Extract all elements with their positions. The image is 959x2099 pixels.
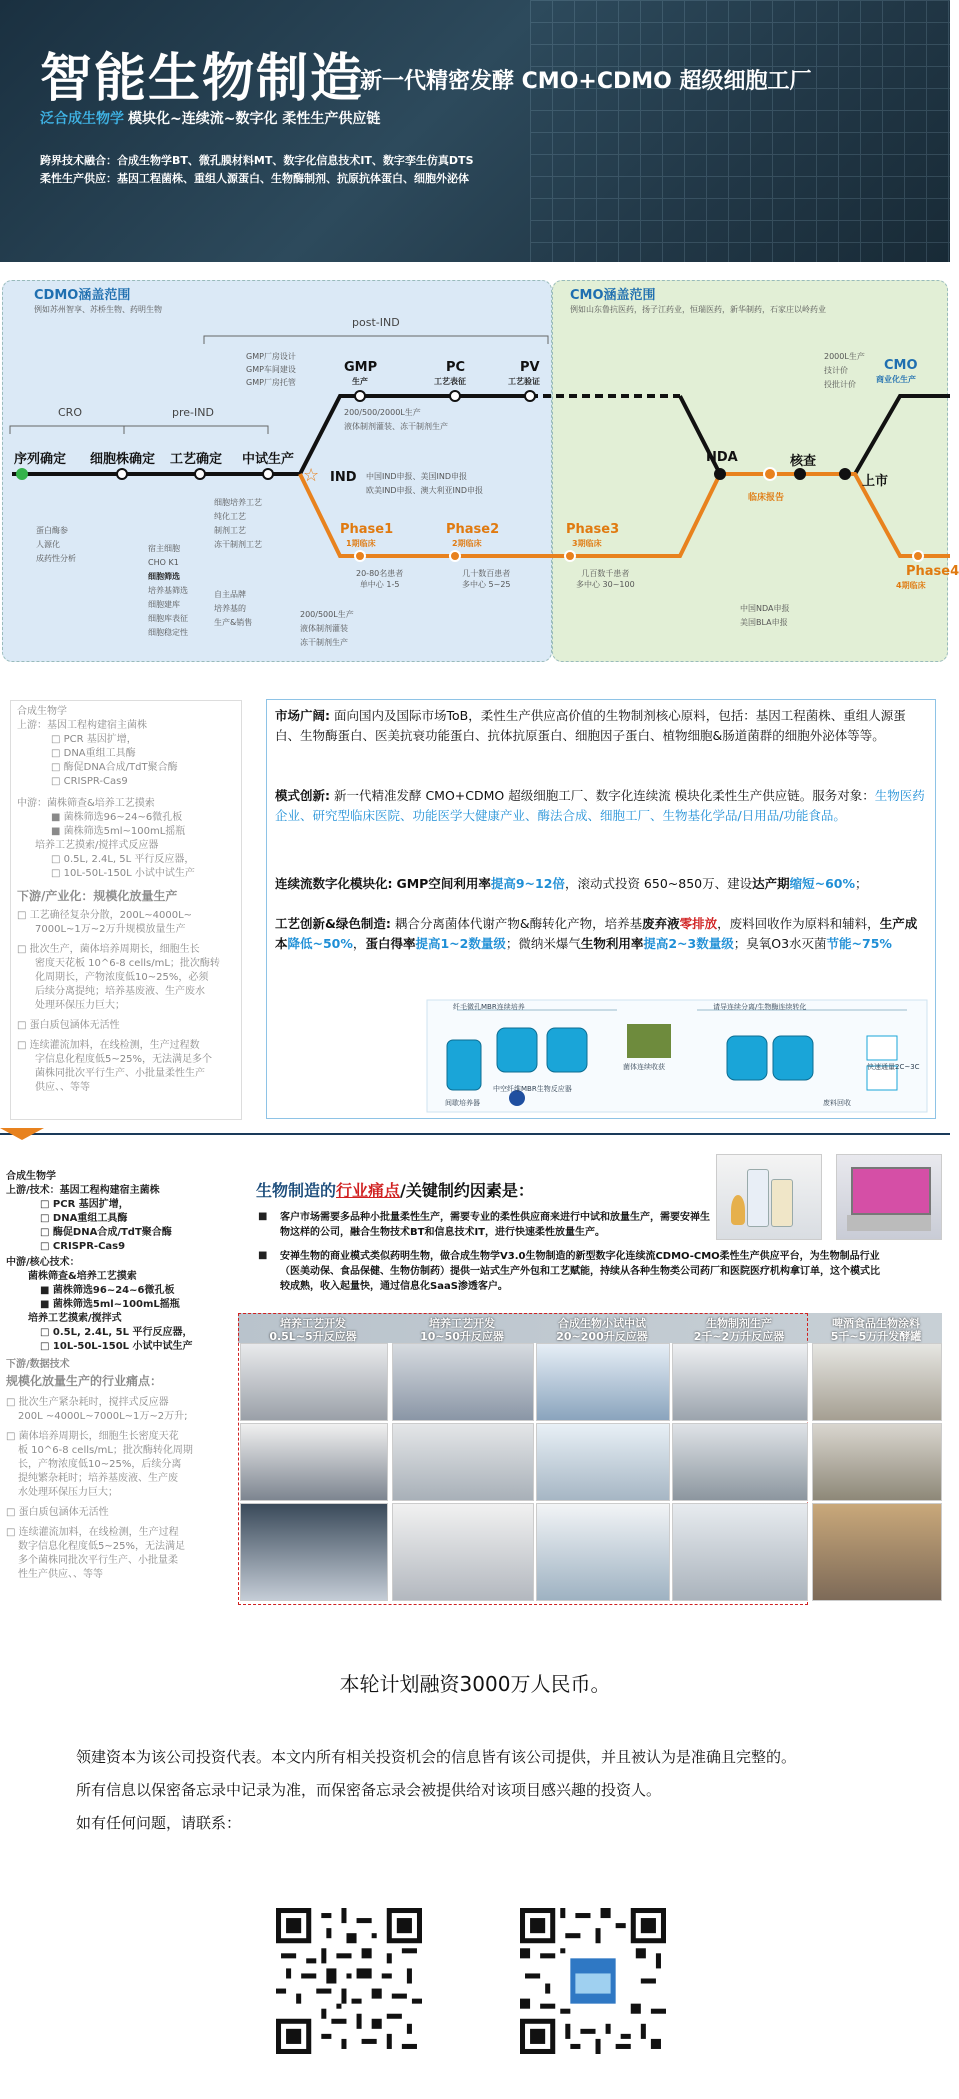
phase3-note: 几百数千患者 多中心 30~100 — [576, 569, 635, 589]
diagram-label-recycle: 废料回收 — [823, 1099, 851, 1107]
phase1-sub: 1期临床 — [346, 539, 376, 548]
photo-label-synbio: 合成生物小试中试 20~200升反应器 — [556, 1317, 648, 1343]
phase1-label: Phase1 — [340, 522, 394, 537]
bullet-square-icon: ■ — [258, 1211, 268, 1222]
green-paragraph: 工艺创新&绿色制造: 耦合分离菌体代谢产物&酶转化产物，培养基废弃液零排放，废料回收作为原料和辅料，生产成本降低~50%，蛋白得率提高1~2数量级；微纳米爆气生物利用率提高2~3数量级；臭氧O3水灭菌节能~75% — [275, 916, 918, 951]
funding-statement: 本轮计划融资3000万人民币。 — [339, 1672, 611, 1696]
stage-pc: PC — [446, 360, 466, 375]
seq-notes: 蛋白酶参 人源化 成药性分析 — [36, 526, 76, 563]
photo-pilot-reactor-2 — [392, 1423, 534, 1501]
post-ind-label: post-IND — [352, 316, 400, 329]
cell-notes: 宿主细胞 CHO K1 细胞筛选 培养基筛选 细胞建库 细胞库表征 细胞稳定性 — [148, 544, 188, 637]
header-title: 智能生物制造 — [40, 49, 365, 109]
stage-gmp-sub: 生产 — [352, 377, 368, 386]
qr-code-contact-2[interactable] — [520, 1908, 666, 2054]
lab-flask-image — [716, 1154, 822, 1240]
stage-process: 工艺确定 — [170, 452, 223, 467]
cdmo-zone-sub: 例如苏州智享、苏桥生物、药明生物 — [34, 305, 162, 314]
header-grid-decoration — [530, 0, 950, 262]
pain-points-title: 生物制造的行业痛点/关键制约因素是： — [256, 1181, 534, 1200]
market-paragraph: 市场广阔: 面向国内及国际市场ToB，柔性生产供应高价值的生物制剂核心原料，包括：基因工程菌株、重组人源蛋白、生物酶蛋白、医美抗衰功能蛋白、抗体抗原蛋白、细胞因子蛋白、植物细胞&肠道菌群的细胞外泌体等等。 — [275, 708, 906, 743]
phase2-sub: 2期临床 — [452, 539, 482, 548]
pain-point-1: 客户市场需要多品种小批量柔性生产，需要专业的柔性供应商来进行中试和放量生产，需要安禅生物这样的公司，融合生物技术BT和信息技术IT，进行快速柔性放量生产。 — [280, 1212, 710, 1238]
stage-nda: NDA — [706, 450, 738, 465]
photo-pilot-reactor-1 — [392, 1343, 534, 1421]
cro-label: CRO — [58, 406, 82, 419]
phase2-note: 几十数百患者 多中心 5~25 — [462, 569, 511, 589]
pilot-notes: 200/500L生产 液体制剂灌装 冻干制剂生产 — [300, 610, 354, 647]
phase4-sub: 4期临床 — [896, 581, 926, 590]
clinical-report-label: 临床报告 — [748, 493, 785, 503]
equipment-photos — [238, 1313, 942, 1603]
divider-arrow-icon — [0, 1128, 44, 1140]
diagram-label-reactor: 中空纤维MBR生物反应器 — [493, 1085, 572, 1093]
stage-cell-line: 细胞株确定 — [90, 452, 156, 467]
gmp-notes: GMP厂房设计 GMP车间建设 GMP厂房托管 — [246, 352, 296, 387]
photo-production-1 — [672, 1343, 808, 1421]
phase4-label: Phase4 — [906, 564, 959, 579]
header-tag-blue: 泛合成生物学 — [40, 111, 124, 127]
header-subtitle: 新一代精密发酵 CMO+CDMO 超级细胞工厂 — [360, 69, 812, 94]
cmo-zone-title: CMO涵盖范围 — [570, 288, 656, 303]
photo-production-3 — [672, 1503, 808, 1601]
photo-label-bench: 培养工艺开发 0.5L~5升反应器 — [269, 1317, 357, 1343]
phase1-note: 20-80名患者 单中心 1-5 — [356, 569, 404, 589]
nda-notes: 中国NDA申报 美国BLA申报 — [740, 604, 790, 627]
stage-inspection: 核查 — [790, 454, 817, 469]
header-banner — [0, 0, 950, 262]
photo-label-fermenter: 啤酒食品生物涂料 5千~5万升发酵罐 — [830, 1317, 922, 1343]
photo-fermenter-1 — [812, 1343, 942, 1421]
stage-launch: 上市 — [862, 474, 889, 489]
diagram-label-throughput: 快速通量2C~3C — [867, 1063, 920, 1071]
diagram-label-mbr: 纤毛微孔MBR连续培养 — [453, 1003, 525, 1011]
brand-notes: 自主品牌 培养基的 生产&销售 — [214, 590, 253, 627]
process-diagram — [427, 1000, 927, 1112]
photo-fermenter-3 — [812, 1503, 942, 1601]
pre-ind-label: pre-IND — [172, 406, 214, 419]
synbio-summary: 合成生物学 上游/技术：基因工程构建宿主菌株 □ PCR 基因扩增， □ DNA重组工具酶 □ 酶促DNA合成/TdT聚合酶 □ CRISPR-Cas9 中游/核心技术： 菌株筛查&培养工艺摸索 ■ 菌株筛选96~24~6微孔板 ■ 菌株筛选5ml~100mL摇瓶 培养工艺摸索/搅拌式 □ 0.5L, 2.4L, 5L 平行反应器， □ 10L-50L-150L 小试中试生产 下游/数据技术 规模化放量生产的行业痛点： □ 批次生产紧杂耗时，搅拌式反应器 200L ~4000L~7000L~1万~2万升; □ 菌体培养周期长，细胞生长密度天花 板 10^6-8 cells/mL；批次酶转化周期 长，产物浓度低10~25%，后续分离 提纯繁杂耗时；培养基废液、生产废 水处理环保压力巨大； □ 蛋白质包涵体无活性 □ 连续灌流加料，在线检测，生产过程 数字信息化程度低5~25%，无法满足 多个菌株同批次平行生产、小批量柔 性生产供应、、等等 — [6, 1171, 193, 1580]
diagram-label-batch: 间歇培养器 — [445, 1099, 480, 1107]
stage-sequence: 序列确定 — [14, 452, 67, 467]
gmp-production-notes: 200/500/2000L生产 液体制剂灌装、冻干制剂生产 — [344, 408, 448, 431]
bullet-square-icon-2: ■ — [258, 1250, 268, 1261]
phase3-sub: 3期临床 — [572, 539, 602, 548]
photo-synbio-lab-3 — [536, 1503, 670, 1601]
stage-pv-sub: 工艺验证 — [508, 377, 540, 386]
diagram-label-separation: 请导连续分离/生物酶连续转化 — [713, 1003, 807, 1011]
stage-pilot: 中试生产 — [242, 452, 295, 467]
incubator-image — [836, 1154, 942, 1240]
svg-text:☆: ☆ — [303, 465, 320, 486]
header-supply-line: 柔性生产供应：基因工程菌株、重组人源蛋白、生物酶制剂、抗原抗体蛋白、细胞外泌体 — [40, 172, 469, 185]
header-tag-white: 模块化~连续流~数字化 柔性生产供应链 — [128, 111, 381, 127]
pain-point-2: 安禅生物的商业模式类似药明生物，做合成生物学V3.0生物制造的新型数字化连续流CDMO-CMO柔性生产供应平台，为生物制品行业（医美动保、食品保健、生物仿制药）提供一站式生产外包和工艺赋能，持续从各种生物类公司药厂和医院医疗机构拿订单，这个模式比较成熟，收入起量快，通过信息化SaaS渗透客户。 — [280, 1251, 880, 1292]
stage-cmo-sub: 商业化生产 — [876, 375, 916, 384]
photo-label-production: 生物制剂生产 2千~2万升反应器 — [693, 1317, 785, 1343]
pipeline-diagram — [0, 278, 959, 664]
stage-pv: PV — [520, 360, 540, 375]
photo-production-2 — [672, 1423, 808, 1501]
photo-synbio-lab-2 — [536, 1423, 670, 1501]
stage-gmp: GMP — [344, 360, 378, 375]
model-paragraph: 模式创新: 新一代精准发酵 CMO+CDMO 超级细胞工厂、数字化连续流 模块化柔性生产供应链。服务对象：生物医药企业、研究型临床医院、功能医学大健康产业、酶法合成、细胞工厂、生物基化学品/日用品/功能食品。 — [275, 788, 925, 823]
photo-synbio-lab-1 — [536, 1343, 670, 1421]
photo-label-pilot: 培养工艺开发 10~50升反应器 — [420, 1317, 504, 1343]
header-tech-line: 跨界技术融合：合成生物学BT、微孔膜材料MT、数字化信息技术IT、数字孪生仿真DTS — [40, 154, 474, 167]
process-notes: 细胞培养工艺 纯化工艺 制剂工艺 冻干制剂工艺 — [214, 498, 262, 549]
stage-cmo: CMO — [884, 358, 918, 373]
flow-paragraph: 连续流数字化模块化: GMP空间利用率提高9~12倍，滚动式投资 650~850万、建设达产期缩短~60%； — [275, 876, 868, 891]
cmo-notes: 2000L生产 技计价 投批计价 — [824, 352, 865, 389]
disclaimer-line-1: 领建资本为该公司投资代表。本文内所有相关投资机会的信息皆有该公司提供，并且被认为是准确且完整的。 — [76, 1748, 797, 1766]
photo-pilot-reactor-3 — [392, 1503, 534, 1601]
section-divider — [0, 1133, 950, 1135]
stage-pc-sub: 工艺表征 — [434, 377, 466, 386]
cmo-zone-sub: 例如山东鲁抗医药，扬子江药业，恒瑞医药，新华制药，石家庄以岭药业 — [570, 305, 826, 314]
phase2-label: Phase2 — [446, 522, 500, 537]
disclaimer-line-2: 所有信息以保密备忘录中记录为准，而保密备忘录会被提供给对该项目感兴趣的投资人。 — [76, 1781, 662, 1799]
diagram-label-harvest: 菌体连续收获 — [623, 1063, 665, 1071]
disclaimer-line-3: 如有任何问题，请联系： — [76, 1814, 242, 1832]
stage-ind: IND — [330, 470, 357, 485]
photo-bench-reactor-2 — [240, 1423, 388, 1501]
photo-bench-reactor-1 — [240, 1343, 388, 1421]
qr-code-contact-1[interactable] — [276, 1908, 422, 2054]
cdmo-zone-title: CDMO涵盖范围 — [34, 288, 131, 303]
photo-fermenter-2 — [812, 1423, 942, 1501]
photo-bench-reactor-3 — [240, 1503, 388, 1601]
ind-notes: 中国IND申报、美国IND申报 欧美IND申报、澳大利亚IND申报 — [366, 472, 484, 495]
business-description-box — [266, 699, 936, 1119]
phase3-label: Phase3 — [566, 522, 620, 537]
synbio-summary-faded: 合成生物学 上游：基因工程构建宿主菌株 □ PCR 基因扩增， □ DNA重组工具酶 □ 酶促DNA合成/TdT聚合酶 □ CRISPR-Cas9 中游：菌株筛查&培养工艺摸索 ■ 菌株筛选96~24~6微孔板 ■ 菌株筛选5ml~100mL摇瓶 培养工艺摸索/搅拌式反应器 □ 0.5L, 2.4L, 5L 平行反应器， □ 10L-50L-150L 小试中试生产 下游/产业化：规模化放量生产 □ 工艺确径复杂分散，200L~4000L~ 7000L~1万~2万升规模放量生产 □ 批次生产，菌体培养周期长，细胞生长 密度天花板 10^6-8 cells/mL；批次酶转 化周期长，产物浓度低10~25%，必须 后续分离提纯；培养基废液、生产废水 处理环保压力巨大； □ 蛋白质包涵体无活性 □ 连续灌流加料，在线检测，生产过程数 字信息化程度低5~25%，无法满足多个 菌株同批次平行生产、小批量柔性生产 供应、、等等 — [10, 700, 242, 1120]
